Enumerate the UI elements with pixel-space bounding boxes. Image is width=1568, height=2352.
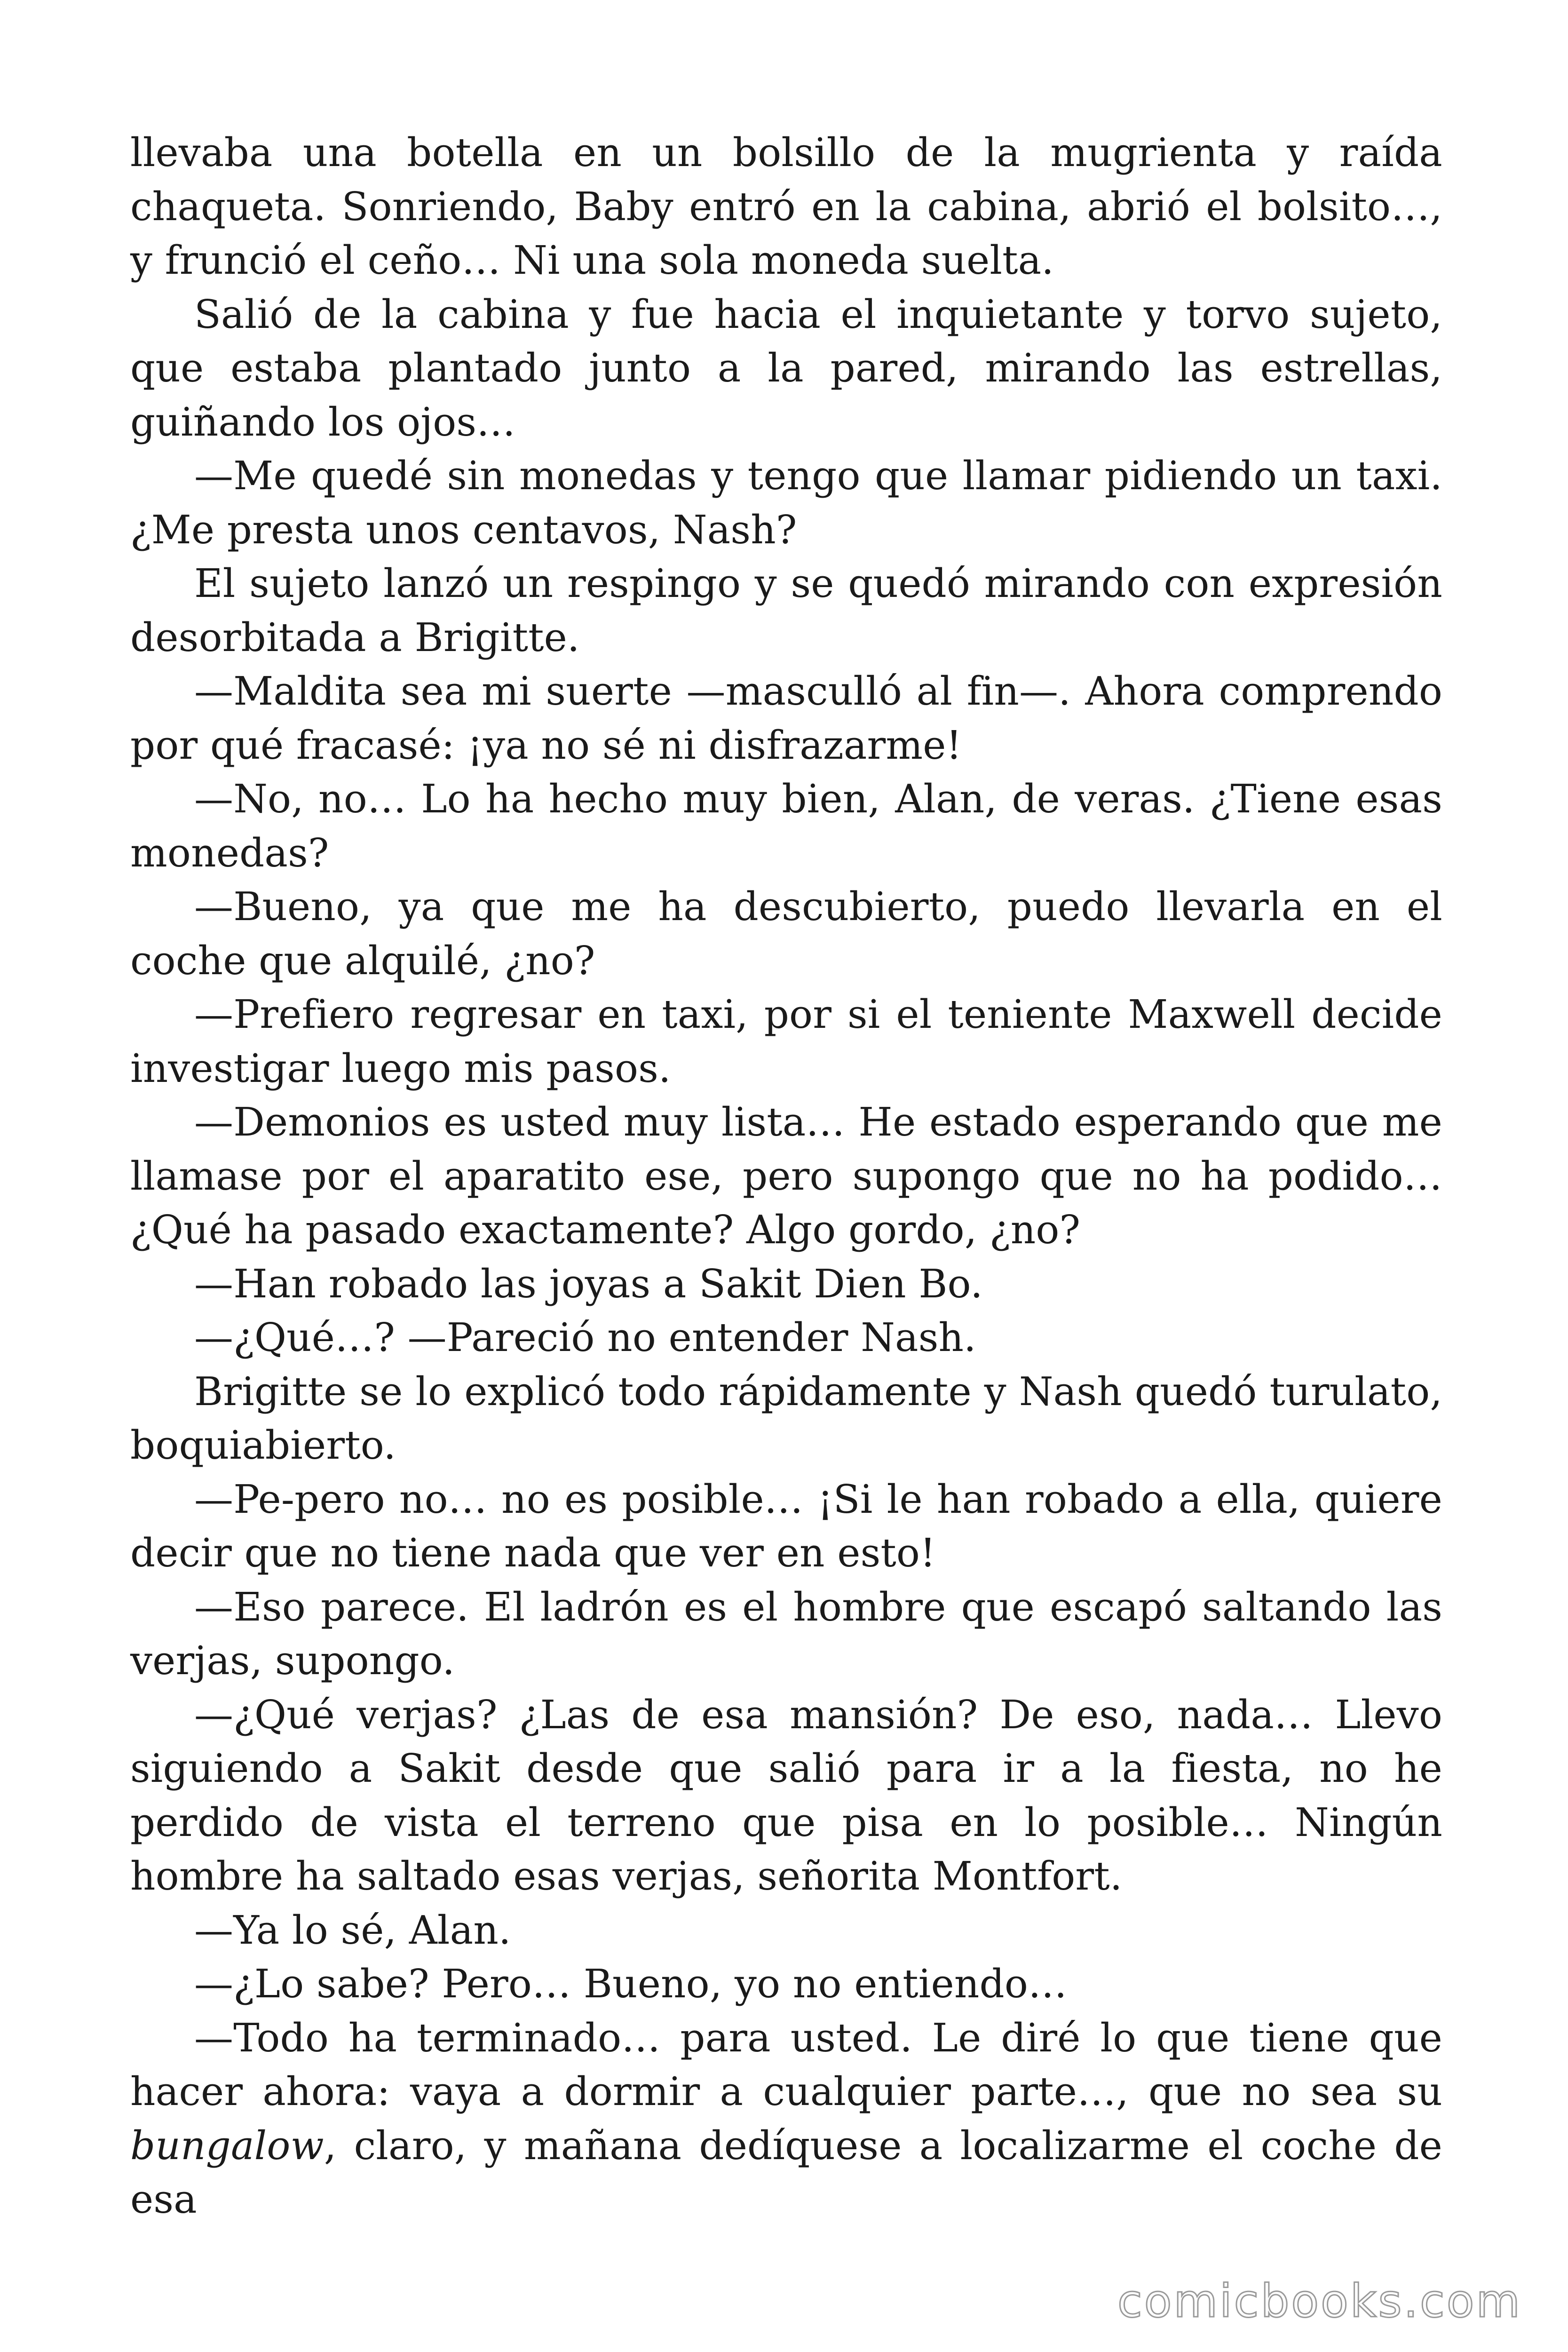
italic-word: bungalow [130,2122,324,2169]
paragraph: —Maldita sea mi suerte —masculló al fin—. Ahora comprendo por qué fracasé: ¡ya no sé ni disfrazarme! [130,668,1442,768]
paragraph: Salió de la cabina y fue hacia el inquietante y torvo sujeto, que estaba plantado junto a la pared, mirando las estrellas, guiñando los ojos… [130,291,1442,445]
paragraph: —¿Qué…? —Pareció no entender Nash. [194,1315,976,1360]
paragraph: —Han robado las joyas a Sakit Dien Bo. [194,1261,983,1307]
paragraph: —Ya lo sé, Alan. [194,1907,511,1953]
paragraph: llevaba una botella en un bolsillo de la mugrienta y raída chaqueta. Sonriendo, Baby entró en la cabina, abrió el bolsito…, y frunció el ceño… Ni una sola moneda suelta. [130,130,1442,283]
paragraph: —Demonios es usted muy lista… He estado esperando que me llamase por el aparatito ese, pero supongo que no ha podido… ¿Qué ha pasado exactamente? Algo gordo, ¿no? [130,1099,1442,1253]
paragraph: —Prefiero regresar en taxi, por si el teniente Maxwell decide investigar luego mis pasos. [130,992,1442,1091]
paragraph: —Me quedé sin monedas y tengo que llamar pidiendo un taxi. ¿Me presta unos centavos, Nash? [130,453,1442,553]
paragraph: Brigitte se lo explicó todo rápidamente y Nash quedó turulato, boquiabierto. [130,1368,1442,1468]
paragraph: —¿Qué verjas? ¿Las de esa mansión? De eso, nada… Llevo siguiendo a Sakit desde que salió para ir a la fiesta, no he perdido de vista el terreno que pisa en lo posible… Ningún hombre ha saltado esas verjas, señorita Montfort. [130,1692,1442,1899]
page-body-text [130,126,1442,2227]
final-paragraph-text-end: , claro, y mañana dedíquese a localizarme el coche de esa [130,2122,1442,2222]
paragraph: —Pe-pero no… no es posible… ¡Si le han robado a ella, quiere decir que no tiene nada que ver en esto! [130,1476,1442,1576]
final-paragraph [130,2011,1442,2227]
paragraph: —¿Lo sabe? Pero… Bueno, yo no entiendo… [194,1961,1068,2007]
paragraph: —Eso parece. El ladrón es el hombre que escapó saltando las verjas, supongo. [130,1584,1442,1684]
paragraph: El sujeto lanzó un respingo y se quedó mirando con expresión desorbitada a Brigitte. [130,561,1442,660]
paragraph: —No, no… Lo ha hecho muy bien, Alan, de veras. ¿Tiene esas monedas? [130,776,1442,876]
paragraph: —Bueno, ya que me ha descubierto, puedo llevarla en el coche que alquilé, ¿no? [130,884,1442,984]
final-paragraph-text-start: —Todo ha terminado… para usted. Le diré lo que tiene que hacer ahora: vaya a dormir a cualquier parte…, que no sea su [130,2015,1442,2114]
watermark: comicbooks.com [1117,2275,1522,2328]
